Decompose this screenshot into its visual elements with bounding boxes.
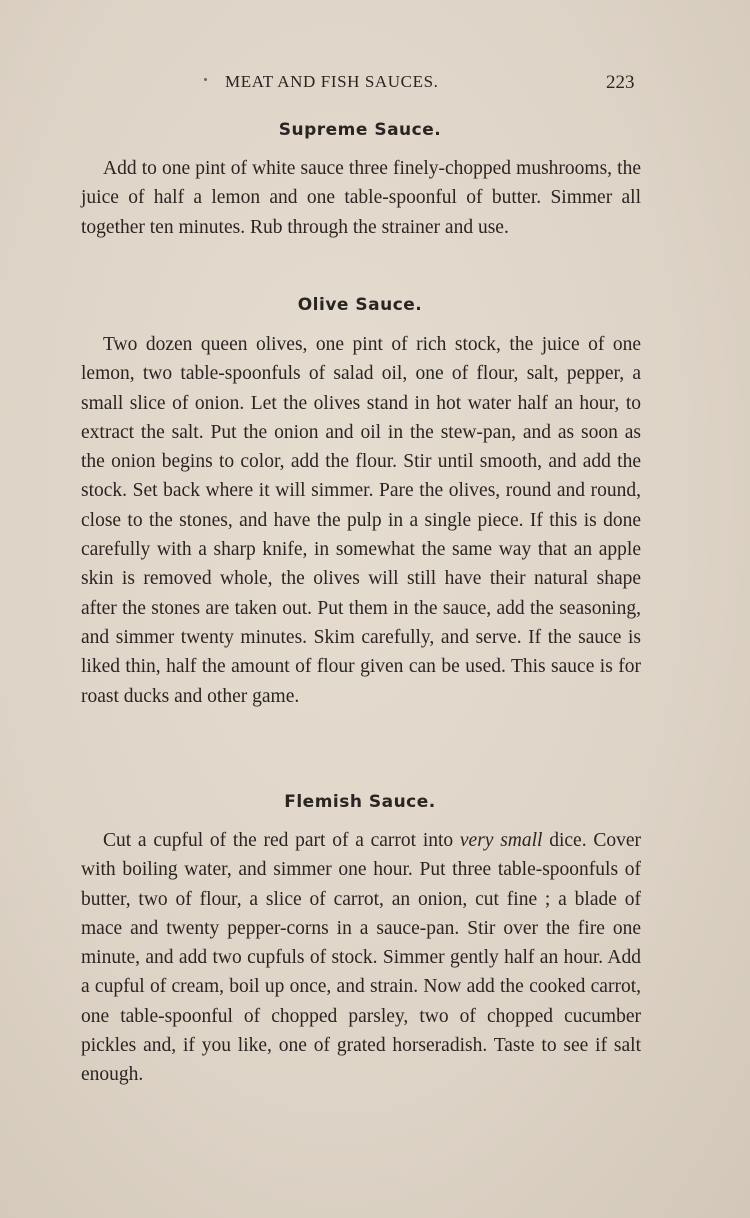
flemish-text-part-2: dice. Cover with boiling water, and simmer one hour. Put three table-spoonfuls of butter, two of flour, a slice of carrot, an onion, cut fine ; a blade of mace and twenty pepper-corns in a sauce-pan. Stir over the fire one minute, and add two cupfuls of stock. Simmer gently half an hour. Add a cupful of cream, boil up once, and strain. Now add the cooked carrot, one table-spoonful of chopped parsley, two of chopped cucumber pickles and, if you like, one of grated horseradish. Taste to see if salt enough.: [81, 830, 641, 1086]
ornament-dot: [204, 78, 207, 81]
section-title-supreme-sauce: Supreme Sauce.: [278, 120, 442, 140]
flemish-text-part-1: Cut a cupful of the red part of a carrot into: [103, 830, 460, 851]
section-title-flemish-sauce: Flemish Sauce.: [284, 792, 436, 812]
section-body-olive-sauce: Two dozen queen olives, one pint of rich stock, the juice of one lemon, two table-spoonfuls of salad oil, one of flour, salt, pepper, a small slice of onion. Let the olives stand in hot water half an hour, to extract the salt. Put the onion and oil in the stew-pan, and as soon as the onion begins to color, add the flour. Stir until smooth, and add the stock. Set back where it will simmer. Pare the olives, round and round, close to the stones, and have the pulp in a single piece. If this is done carefully with a sharp knife, in somewhat the same way that an apple skin is removed whole, the olives will still have their natural shape after the stones are taken out. Put them in the sauce, add the seasoning, and simmer twenty minutes. Skim carefully, and serve. If the sauce is liked thin, half the amount of flour given can be used. This sauce is for roast ducks and other game.: [81, 334, 641, 707]
flemish-italic-phrase: very small: [459, 830, 543, 851]
section-title-olive-sauce: Olive Sauce.: [297, 295, 423, 315]
page-number: 223: [606, 72, 635, 93]
section-body-flemish-sauce: [81, 826, 641, 1090]
section-body-supreme-sauce: Add to one pint of white sauce three finely-chopped mushrooms, the juice of half a lemon and one table-spoonful of butter. Simmer all together ten minutes. Rub through the strainer and use.: [81, 158, 641, 238]
running-head: MEAT AND FISH SAUCES.: [225, 72, 439, 91]
